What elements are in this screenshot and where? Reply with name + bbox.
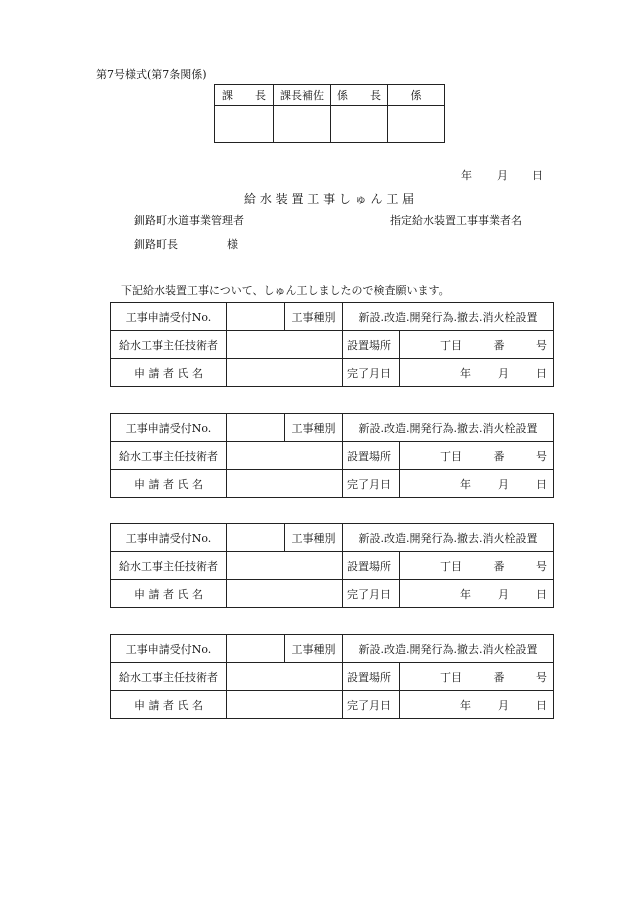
application-no-label: 工事申請受付No. [111,303,227,331]
go-label: 号 [536,338,547,352]
approval-header-section-chief: 課 長 [215,85,274,106]
completion-cell [343,580,554,608]
engineer-field[interactable] [227,552,343,580]
location-field[interactable] [399,442,553,469]
approval-header-subsection-chief: 係 長 [331,85,388,106]
applicant-label: 申 請 者 氏 名 [111,691,227,719]
intro-text: 下記給水装置工事について、しゅん工しましたので検査願います。 [121,284,450,297]
location-label: 設置場所 [347,338,391,352]
engineer-field[interactable] [227,442,343,470]
completion-cell [343,691,554,719]
completion-month-label: 月 [498,698,509,712]
completion-year-label: 年 [460,698,471,712]
ban-label: 番 [493,449,505,463]
completion-date-label: 完了月日 [347,587,391,601]
completion-day-label: 日 [536,587,547,601]
ban-label: 番 [493,338,505,352]
approval-seal-box[interactable] [388,106,445,143]
location-cell [343,331,554,359]
completion-date-field[interactable] [399,691,553,718]
location-cell [343,442,554,470]
date-day-label: 日 [532,169,543,182]
date-month-label: 月 [497,169,508,182]
applicant-field[interactable] [227,691,343,719]
engineer-field[interactable] [227,663,343,691]
approval-stamp-grid [214,84,445,143]
work-type-options[interactable]: 新設.改造.開発行為.撤去.消火栓設置 [343,524,554,552]
engineer-label: 給水工事主任技術者 [111,442,227,470]
applicant-field[interactable] [227,470,343,498]
work-type-label: 工事種別 [285,414,343,442]
completion-cell [343,359,554,387]
addressee-honorific: 様 [227,238,238,251]
completion-date-label: 完了月日 [347,477,391,491]
go-label: 号 [536,670,547,684]
completion-year-label: 年 [460,587,471,601]
chome-label: 丁目 [440,559,462,573]
work-type-options[interactable]: 新設.改造.開発行為.撤去.消火栓設置 [343,303,554,331]
approval-header-staff: 係 [388,85,445,106]
application-no-label: 工事申請受付No. [111,524,227,552]
ban-label: 番 [493,670,505,684]
location-cell [343,552,554,580]
completion-month-label: 月 [498,366,509,380]
chome-label: 丁目 [440,670,462,684]
form-number: 第7号様式(第7条関係) [96,68,207,81]
date-year-label: 年 [461,169,472,182]
approval-seal-box[interactable] [215,106,274,143]
work-type-options[interactable]: 新設.改造.開発行為.撤去.消火栓設置 [343,635,554,663]
location-field[interactable] [399,331,553,358]
completion-year-label: 年 [460,477,471,491]
work-type-options[interactable]: 新設.改造.開発行為.撤去.消火栓設置 [343,414,554,442]
completion-month-label: 月 [498,587,509,601]
completion-date-field[interactable] [399,359,553,386]
location-cell [343,663,554,691]
location-label: 設置場所 [347,670,391,684]
go-label: 号 [536,559,547,573]
approval-seal-box[interactable] [331,106,388,143]
work-type-label: 工事種別 [285,524,343,552]
engineer-field[interactable] [227,331,343,359]
completion-day-label: 日 [536,477,547,491]
applicant-label: 申 請 者 氏 名 [111,470,227,498]
location-label: 設置場所 [347,559,391,573]
completion-date-label: 完了月日 [347,698,391,712]
completion-day-label: 日 [536,366,547,380]
engineer-label: 給水工事主任技術者 [111,663,227,691]
addressee-manager: 釧路町水道事業管理者 [134,214,244,227]
ban-label: 番 [493,559,505,573]
applicant-field[interactable] [227,359,343,387]
location-field[interactable] [399,552,553,579]
application-no-field[interactable] [227,303,285,331]
completion-date-field[interactable] [399,580,553,607]
work-type-label: 工事種別 [285,303,343,331]
completion-date-label: 完了月日 [347,366,391,380]
application-no-field[interactable] [227,414,285,442]
engineer-label: 給水工事主任技術者 [111,331,227,359]
addressee-mayor: 釧路町長 [134,238,178,251]
engineer-label: 給水工事主任技術者 [111,552,227,580]
applicant-label: 申 請 者 氏 名 [111,580,227,608]
application-block [110,634,554,719]
form-title: 給 水 装 置 工 事 し ゅ ん 工 届 [244,192,415,206]
completion-day-label: 日 [536,698,547,712]
contractor-label: 指定給水装置工事事業者名 [390,214,522,227]
chome-label: 丁目 [440,449,462,463]
completion-year-label: 年 [460,366,471,380]
chome-label: 丁目 [440,338,462,352]
completion-month-label: 月 [498,477,509,491]
work-type-label: 工事種別 [285,635,343,663]
go-label: 号 [536,449,547,463]
approval-seal-box[interactable] [274,106,331,143]
completion-date-field[interactable] [399,470,553,497]
location-field[interactable] [399,663,553,690]
completion-cell [343,470,554,498]
applicant-field[interactable] [227,580,343,608]
application-no-label: 工事申請受付No. [111,635,227,663]
applicant-label: 申 請 者 氏 名 [111,359,227,387]
application-no-field[interactable] [227,524,285,552]
application-block [110,413,554,498]
approval-header-deputy-chief: 課長補佐 [274,85,331,106]
location-label: 設置場所 [347,449,391,463]
application-no-field[interactable] [227,635,285,663]
application-block [110,302,554,387]
application-block [110,523,554,608]
application-no-label: 工事申請受付No. [111,414,227,442]
